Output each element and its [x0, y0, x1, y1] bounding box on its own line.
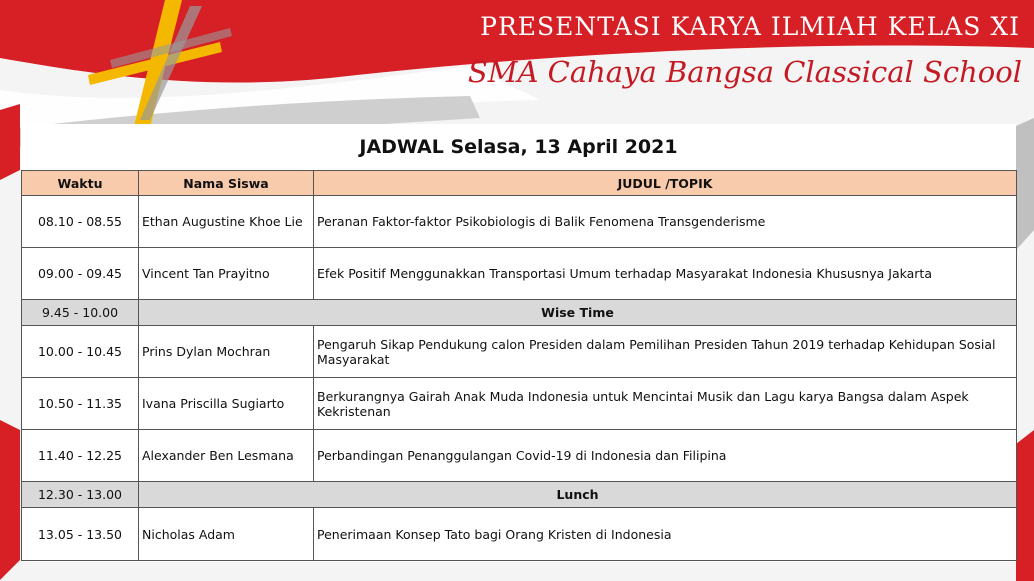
time-cell: 10.50 - 11.35 [22, 378, 139, 430]
break-label: Wise Time [139, 300, 1017, 326]
column-header-name: Nama Siswa [139, 171, 314, 196]
school-name: SMA Cahaya Bangsa Classical School [467, 55, 1022, 89]
time-cell: 13.05 - 13.50 [22, 508, 139, 561]
table-row [22, 430, 1017, 482]
student-name-cell: Ethan Augustine Khoe Lie [139, 196, 314, 248]
break-label: Lunch [139, 482, 1017, 508]
schedule-title: JADWAL Selasa, 13 April 2021 [359, 136, 678, 158]
table-row [22, 378, 1017, 430]
table-row [22, 196, 1017, 248]
student-name-cell: Prins Dylan Mochran [139, 326, 314, 378]
topic-cell: Peranan Faktor-faktor Psikobiologis di Balik Fenomena Transgenderisme [314, 196, 1017, 248]
student-name-cell: Nicholas Adam [139, 508, 314, 561]
table-row [22, 508, 1017, 561]
table-row [22, 248, 1017, 300]
student-name-cell: Vincent Tan Prayitno [139, 248, 314, 300]
student-name-cell: Ivana Priscilla Sugiarto [139, 378, 314, 430]
schedule-table [21, 170, 1017, 561]
break-row [22, 300, 1017, 326]
student-name-cell: Alexander Ben Lesmana [139, 430, 314, 482]
time-cell: 12.30 - 13.00 [22, 482, 139, 508]
topic-cell: Efek Positif Menggunakkan Transportasi Umum terhadap Masyarakat Indonesia Khususnya Jakarta [314, 248, 1017, 300]
time-cell: 08.10 - 08.55 [22, 196, 139, 248]
topic-cell: Perbandingan Penanggulangan Covid-19 di Indonesia dan Filipina [314, 430, 1017, 482]
topic-cell: Penerimaan Konsep Tato bagi Orang Kristen di Indonesia [314, 508, 1017, 561]
table-row [22, 326, 1017, 378]
break-row [22, 482, 1017, 508]
time-cell: 10.00 - 10.45 [22, 326, 139, 378]
topic-cell: Berkurangnya Gairah Anak Muda Indonesia untuk Mencintai Musik dan Lagu karya Bangsa dalam Aspek Kekristenan [314, 378, 1017, 430]
time-cell: 11.40 - 12.25 [22, 430, 139, 482]
schedule-panel [21, 124, 1016, 562]
table-header-row [22, 171, 1017, 196]
topic-cell: Pengaruh Sikap Pendukung calon Presiden dalam Pemilihan Presiden Tahun 2019 terhadap Kehidupan Sosial Masyarakat [314, 326, 1017, 378]
column-header-topic: JUDUL /TOPIK [314, 171, 1017, 196]
presentation-title: PRESENTASI KARYA ILMIAH KELAS XI [480, 12, 1020, 41]
time-cell: 9.45 - 10.00 [22, 300, 139, 326]
column-header-time: Waktu [22, 171, 139, 196]
time-cell: 09.00 - 09.45 [22, 248, 139, 300]
